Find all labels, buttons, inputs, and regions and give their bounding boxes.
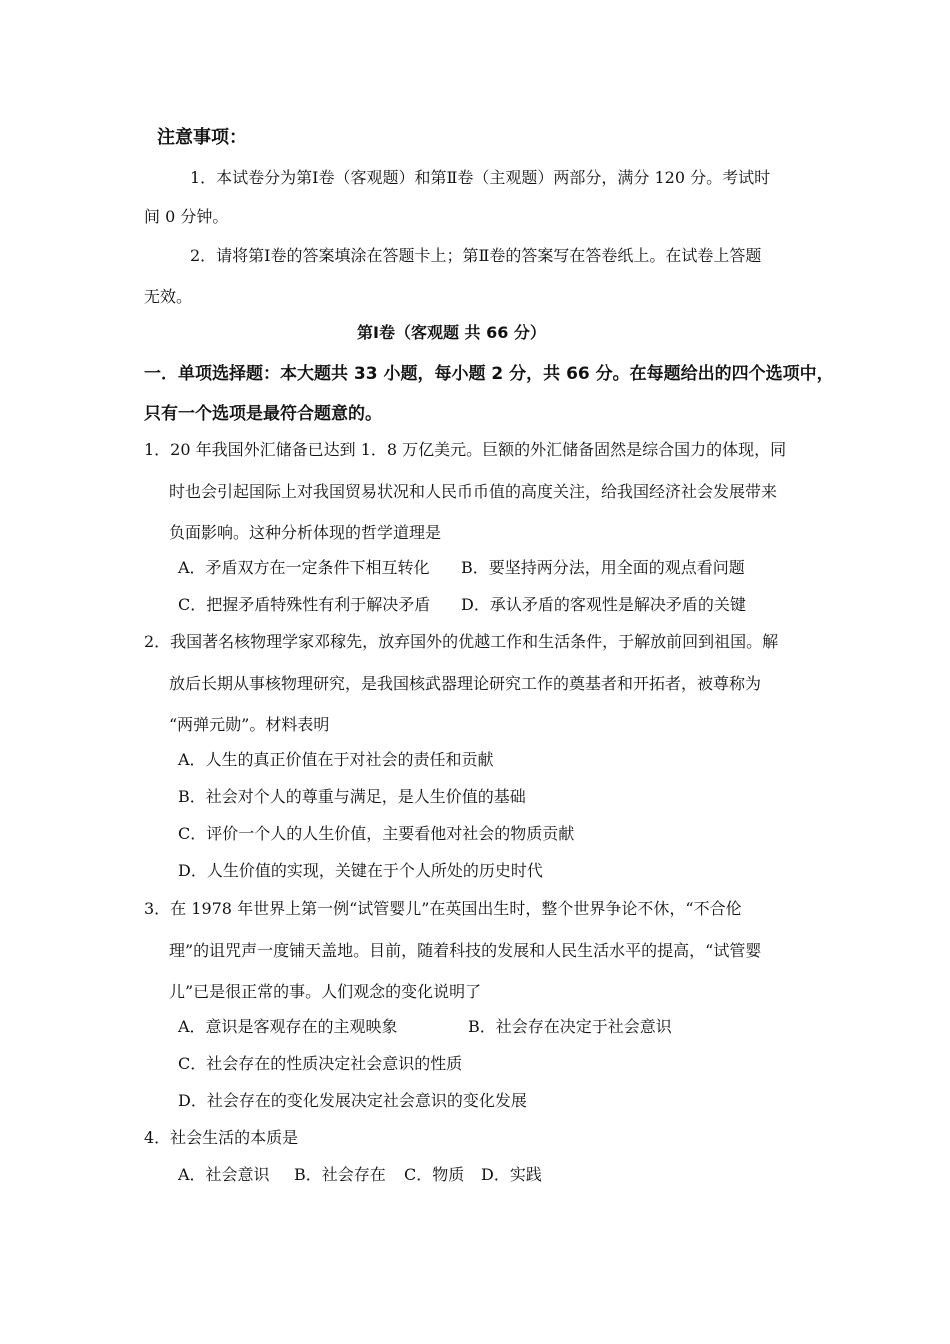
- question-1-line-1: 1．20 年我国外汇储备已达到 1．8 万亿美元。巨额的外汇储备固然是综合国力的体现，同: [144, 440, 787, 459]
- question-1-option-b[interactable]: B．要坚持两分法，用全面的观点看问题: [461, 558, 745, 577]
- question-3-option-b[interactable]: B．社会存在决定于社会意识: [468, 1017, 672, 1036]
- notice-title: 注意事项：: [157, 127, 247, 148]
- part-1-title: 第Ⅰ卷（客观题 共 66 分）: [357, 323, 546, 342]
- question-3-option-a[interactable]: A．意识是客观存在的主观映象: [178, 1017, 398, 1036]
- question-2-option-b[interactable]: B．社会对个人的尊重与满足，是人生价值的基础: [178, 787, 526, 806]
- question-2-line-3: “两弹元勋”。材料表明: [169, 715, 330, 734]
- question-3-line-2: 理”的诅咒声一度铺天盖地。目前，随着科技的发展和人民生活水平的提高，“试管婴: [169, 941, 762, 960]
- notice-item-2-line-2: 无效。: [144, 287, 193, 306]
- question-2-option-c[interactable]: C．评价一个人的人生价值，主要看他对社会的物质贡献: [178, 824, 575, 843]
- question-2-option-d[interactable]: D．人生价值的实现，关键在于个人所处的历史时代: [178, 861, 543, 880]
- question-4-option-b[interactable]: B．社会存在: [294, 1165, 386, 1184]
- question-1-line-3: 负面影响。这种分析体现的哲学道理是: [169, 523, 442, 542]
- question-2-line-1: 2．我国著名核物理学家邓稼先，放弃国外的优越工作和生活条件，于解放前回到祖国。解: [144, 632, 779, 651]
- notice-item-1-line-1: 1．本试卷分为第Ⅰ卷（客观题）和第Ⅱ卷（主观题）两部分，满分 120 分。考试时: [190, 168, 771, 187]
- question-2-option-a[interactable]: A．人生的真正价值在于对社会的责任和贡献: [178, 750, 494, 769]
- question-3-option-c[interactable]: C．社会存在的性质决定社会意识的性质: [178, 1054, 463, 1073]
- question-1-option-a[interactable]: A．矛盾双方在一定条件下相互转化: [178, 558, 430, 577]
- section-instructions-line-1: 一．单项选择题：本大题共 33 小题，每小题 2 分，共 66 分。在每题给出的四个选项中，: [144, 364, 834, 384]
- notice-item-1-line-2: 间 0 分钟。: [144, 207, 229, 226]
- question-1-line-2: 时也会引起国际上对我国贸易状况和人民币币值的高度关注，给我国经济社会发展带来: [169, 482, 778, 501]
- question-4-option-d[interactable]: D．实践: [481, 1165, 542, 1184]
- question-2-line-2: 放后长期从事核物理研究，是我国核武器理论研究工作的奠基者和开拓者，被尊称为: [169, 674, 762, 693]
- question-1-option-c[interactable]: C．把握矛盾特殊性有利于解决矛盾: [178, 595, 431, 614]
- section-instructions-line-2: 只有一个选项是最符合题意的。: [144, 404, 382, 424]
- question-3-line-3: 儿”已是很正常的事。人们观念的变化说明了: [169, 982, 482, 1001]
- question-3-line-1: 3．在 1978 年世界上第一例“试管婴儿”在英国出生时，整个世界争论不休，“不合伦: [144, 899, 742, 918]
- question-3-option-d[interactable]: D．社会存在的变化发展决定社会意识的变化发展: [178, 1091, 527, 1110]
- question-1-option-d[interactable]: D．承认矛盾的客观性是解决矛盾的关键: [461, 595, 746, 614]
- question-4-line-1: 4．社会生活的本质是: [144, 1128, 299, 1147]
- question-4-option-c[interactable]: C．物质: [404, 1165, 465, 1184]
- question-4-option-a[interactable]: A．社会意识: [178, 1165, 270, 1184]
- notice-item-2-line-1: 2．请将第Ⅰ卷的答案填涂在答题卡上；第Ⅱ卷的答案写在答卷纸上。在试卷上答题: [190, 246, 762, 265]
